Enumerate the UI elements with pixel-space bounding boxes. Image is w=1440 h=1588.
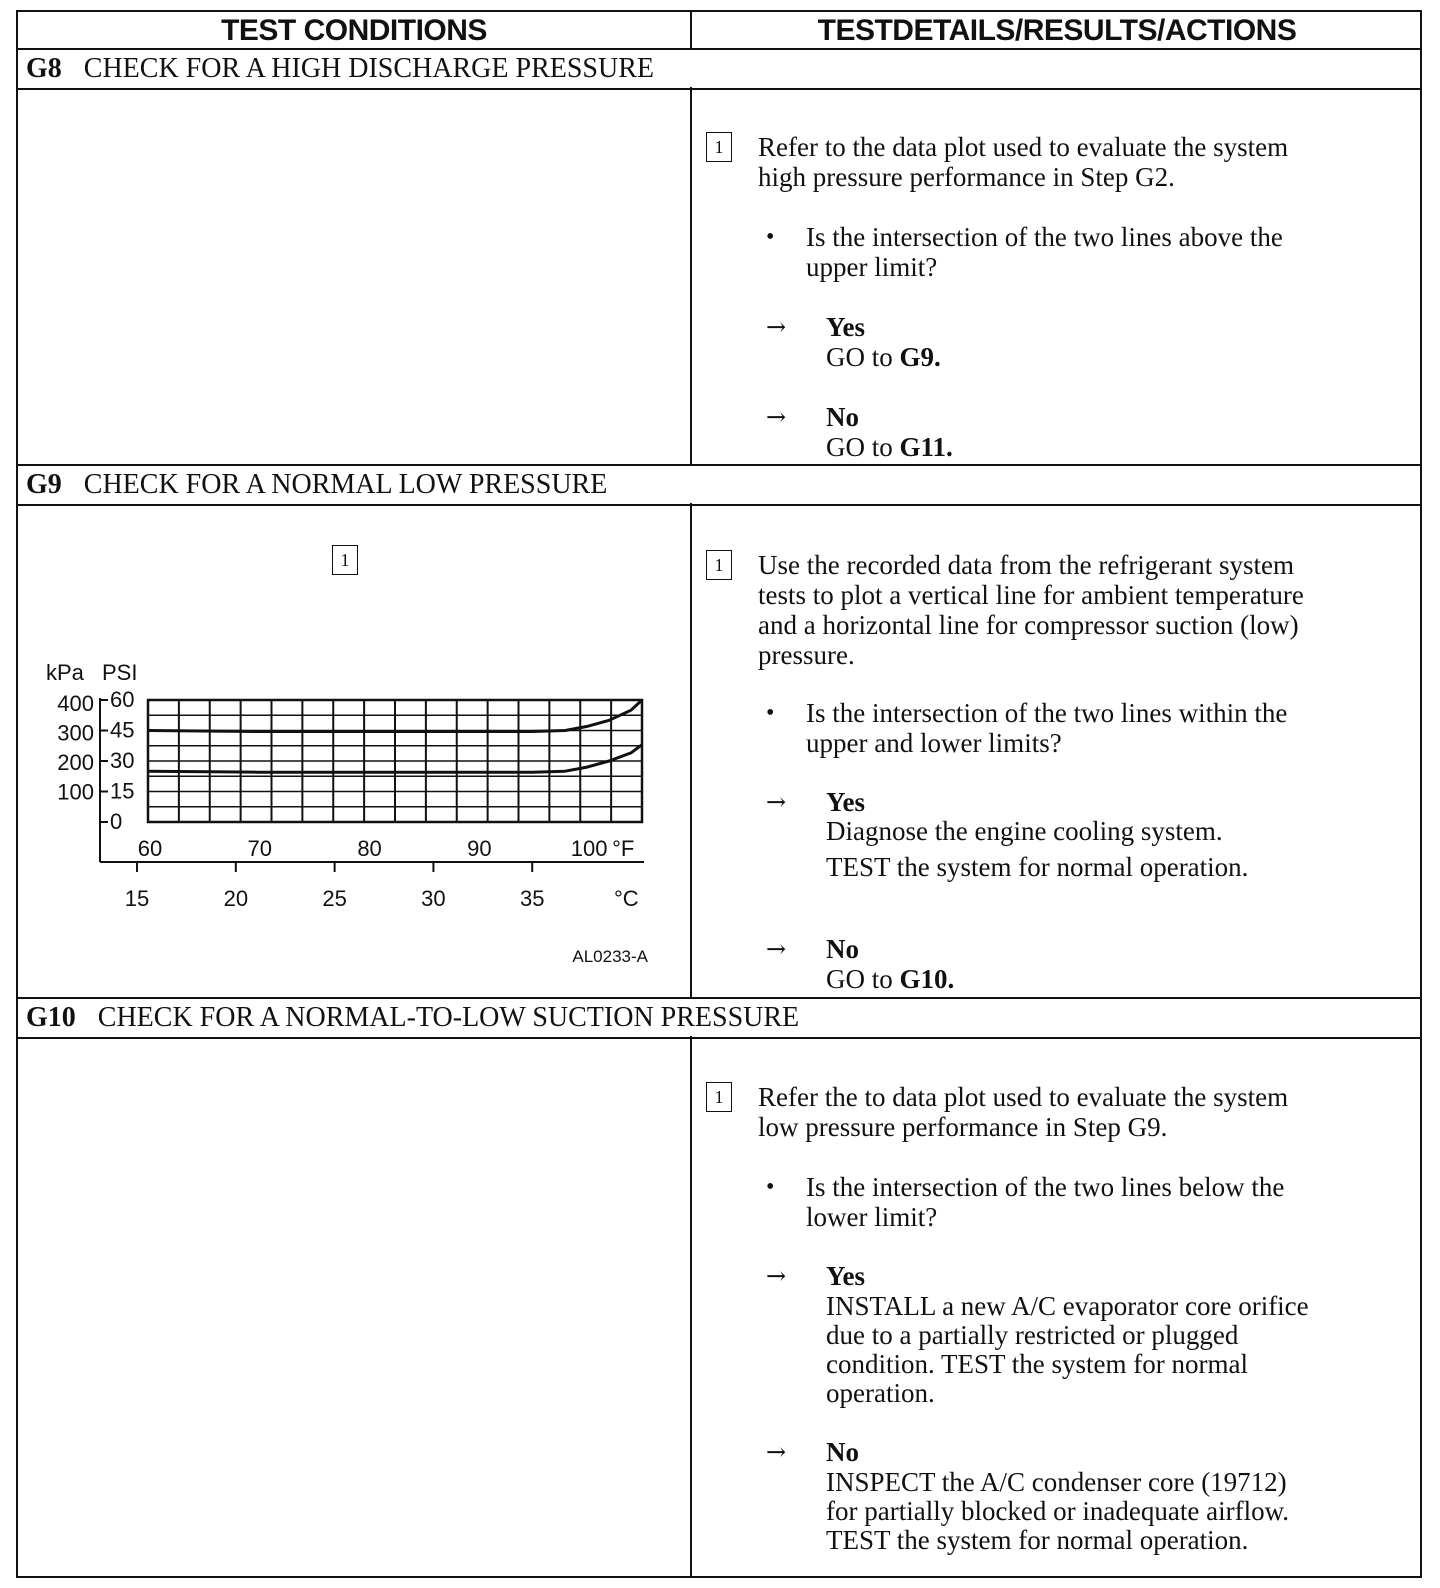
g10-instruction-line-2: low pressure performance in Step G9.: [758, 1112, 1168, 1142]
g10-yes-action-line-4: operation.: [826, 1378, 935, 1408]
g10-yes-arrow-icon: →: [766, 1262, 787, 1290]
g9-no-arrow-icon: →: [766, 935, 787, 963]
g9-no-target: G10.: [899, 964, 955, 994]
g8-step-number: 1: [706, 132, 732, 162]
fahrenheit-unit-label: °F: [612, 836, 635, 861]
fahrenheit-tick-label: 60: [137, 836, 163, 861]
g9-yes-label: Yes: [826, 787, 865, 817]
g8-yes-action: [826, 342, 941, 372]
g10-no-action-line-3: TEST the system for normal operation.: [826, 1525, 1249, 1555]
column-divider: [690, 12, 692, 1578]
g10-yes-label: Yes: [826, 1261, 865, 1291]
g8-no-prefix: GO to: [826, 432, 900, 462]
g10-title-divider: [18, 1037, 1420, 1039]
g9-yes-arrow-icon: →: [766, 788, 787, 816]
g9-no-action: [826, 964, 954, 994]
diagnostic-table: [16, 10, 1422, 1578]
g8-instruction-line-2: high pressure performance in Step G2.: [758, 162, 1175, 192]
chart-grid: [148, 700, 642, 822]
g10-section-divider: [18, 997, 1420, 999]
g10-question-line-1: Is the intersection of the two lines below the: [806, 1172, 1285, 1202]
g9-code: G9: [26, 469, 62, 500]
g8-no-action: [826, 432, 953, 462]
g9-question-line-2: upper and lower limits?: [806, 728, 1062, 758]
g10-section-title: [26, 1000, 799, 1036]
g9-bullet: •: [766, 700, 775, 726]
kpa-tick-label: 400: [57, 691, 94, 717]
g8-yes-arrow-icon: →: [766, 313, 787, 341]
g10-yes-action-line-2: due to a partially restricted or plugged: [826, 1320, 1239, 1350]
g9-no-label: No: [826, 934, 859, 964]
g10-no-arrow-icon: →: [766, 1438, 787, 1466]
fahrenheit-tick-label: 80: [357, 836, 382, 861]
chart-labels: [46, 660, 649, 966]
g9-no-prefix: GO to: [826, 964, 900, 994]
psi-tick-label: 60: [110, 687, 135, 712]
g10-title: CHECK FOR A NORMAL-TO-LOW SUCTION PRESSURE: [97, 1002, 800, 1033]
g9-yes-action-line-1: Diagnose the engine cooling system.: [826, 816, 1223, 846]
psi-tick-label: 30: [110, 748, 135, 773]
g9-step-number: 1: [706, 550, 732, 580]
g9-instruction-line-1: Use the recorded data from the refrigerant system: [758, 550, 1295, 580]
g9-figure-step-number: 1: [332, 545, 358, 575]
fahrenheit-tick-label: 90: [467, 836, 492, 861]
g9-yes-action-line-2: TEST the system for normal operation.: [826, 852, 1249, 882]
g10-no-action-line-2: for partially blocked or inadequate airflow.: [826, 1496, 1290, 1526]
g10-question-line-2: lower limit?: [806, 1202, 938, 1232]
g9-instruction-line-3: and a horizontal line for compressor suction (low): [758, 610, 1299, 640]
pressure-chart: [18, 12, 690, 997]
psi-tick-label: 0: [110, 809, 123, 834]
g10-instruction-line-1: Refer the to data plot used to evaluate the system: [758, 1082, 1289, 1112]
g8-no-label: No: [826, 402, 859, 432]
g8-title: CHECK FOR A HIGH DISCHARGE PRESSURE: [83, 53, 654, 84]
fahrenheit-tick-label: 70: [247, 836, 273, 861]
g8-yes-label: Yes: [826, 312, 865, 342]
g10-yes-action-line-1: INSTALL a new A/C evaporator core orifice: [826, 1291, 1309, 1321]
celsius-unit-label: °C: [614, 886, 639, 911]
g10-no-label: No: [826, 1437, 859, 1467]
fahrenheit-tick-label: 100: [570, 836, 608, 861]
g8-yes-target: G9.: [899, 342, 941, 372]
g8-code: G8: [26, 53, 62, 84]
psi-tick-label: 15: [110, 778, 135, 804]
figure-id-label: AL0233-A: [572, 947, 648, 966]
g9-question-line-1: Is the intersection of the two lines within the: [806, 698, 1288, 728]
column-header-test-details: TESTDETAILS/RESULTS/ACTIONS: [817, 14, 1297, 47]
g10-no-action-line-1: INSPECT the A/C condenser core (19712): [826, 1467, 1287, 1497]
kpa-tick-label: 300: [57, 720, 94, 746]
celsius-tick-label: 35: [519, 886, 545, 911]
celsius-tick-label: 20: [223, 886, 249, 911]
celsius-tick-label: 25: [322, 886, 347, 911]
g8-yes-prefix: GO to: [826, 342, 900, 372]
g10-step-number: 1: [706, 1082, 732, 1112]
psi-unit-label: PSI: [102, 660, 138, 685]
kpa-tick-label: 200: [57, 750, 94, 776]
g10-yes-action-line-3: condition. TEST the system for normal: [826, 1349, 1248, 1379]
g8-question-line-1: Is the intersection of the two lines above the: [806, 222, 1283, 252]
g9-instruction-line-2: tests to plot a vertical line for ambient temperature: [758, 580, 1304, 610]
kpa-unit-label: kPa: [46, 660, 84, 685]
column-header-test-conditions: TEST CONDITIONS: [221, 14, 487, 47]
g8-no-target: G11.: [899, 432, 953, 462]
celsius-tick-label: 30: [421, 886, 446, 911]
g9-title: CHECK FOR A NORMAL LOW PRESSURE: [83, 469, 608, 500]
g8-bullet: •: [766, 224, 775, 250]
g8-question-line-2: upper limit?: [806, 252, 938, 282]
celsius-tick-label: 15: [124, 886, 150, 911]
g10-code: G10: [26, 1002, 76, 1033]
g10-bullet: •: [766, 1174, 775, 1200]
psi-tick-label: 45: [110, 717, 135, 743]
g8-instruction-line-1: Refer to the data plot used to evaluate the system: [758, 132, 1289, 162]
g8-no-arrow-icon: →: [766, 403, 787, 431]
kpa-tick-label: 100: [57, 779, 94, 805]
g9-instruction-line-4: pressure.: [758, 640, 855, 670]
